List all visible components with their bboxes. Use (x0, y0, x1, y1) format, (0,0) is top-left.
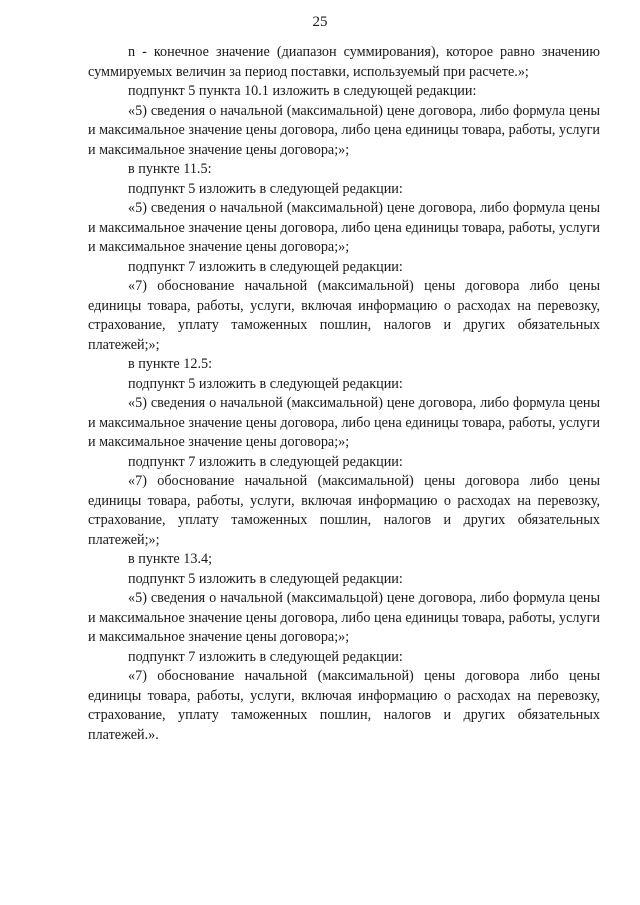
page-number: 25 (312, 14, 328, 30)
paragraph-clause-heading: в пункте 11.5: (128, 161, 212, 177)
document-body (88, 43, 600, 745)
paragraph-instruction: подпункт 7 изложить в следующей редакции: (128, 648, 403, 665)
paragraph-instruction: подпункт 5 изложить в следующей редакции: (128, 570, 403, 587)
paragraph-amendment-text: «7) обоснование начальной (максимальной) цены договора либо цены единицы товара, работы, услуги, включая информацию о расходах на перевозку, страхование, уплату таможенных пошлин, налогов и других обязательных платежей;»; (88, 278, 600, 353)
paragraph-instruction: подпункт 7 изложить в следующей редакции: (128, 453, 403, 470)
paragraph-amendment-text: «5) сведения о начальной (максимальной) цене договора, либо формула цены и максимальное значение цены договора, либо цена единицы товара, работы, услуги и максимальное значение цены договора;»; (88, 102, 600, 158)
paragraph-summation-note: n - конечное значение (диапазон суммирования), которое равно значению суммируемых величин за период поставки, используемый при расчете.»; (88, 44, 600, 80)
paragraph-instruction: подпункт 7 изложить в следующей редакции: (128, 258, 403, 275)
paragraph-amendment-text: «7) обоснование начальной (максимальной) цены договора либо цены единицы товара, работы, услуги, включая информацию о расходах на перевозку, страхование, уплату таможенных пошлин, налогов и других обязательных платежей.». (88, 668, 600, 743)
paragraph-clause-heading: в пункте 13.4; (128, 551, 213, 567)
paragraph-amendment-text: «5) сведения о начальной (максимальцой) цене договора, либо формула цены и максимальное значение цены договора, либо цена единицы товара, работы, услуги и максимальное значение цены договора;»; (88, 590, 600, 645)
paragraph-instruction: подпункт 5 изложить в следующей редакции: (128, 375, 403, 392)
paragraph-amendment-text: «7) обоснование начальной (максимальной) цены договора либо цены единицы товара, работы, услуги, включая информацию о расходах на перевозку, страхование, уплату таможенных пошлин, налогов и других обязательных платежей;»; (88, 473, 600, 548)
paragraph-clause-heading: в пункте 12.5: (128, 356, 213, 372)
paragraph-amendment-text: «5) сведения о начальной (максимальной) цене договора, либо формула цены и максимальное значение цены договора, либо цена единицы товара, работы, услуги и максимальное значение цены договора;»; (88, 200, 600, 255)
paragraph-amendment-text: «5) сведения о начальной (максимальной) цене договора, либо формула цены и максимальное значение цены договора, либо цена единицы товара, работы, услуги и максимальное значение цены договора;»; (88, 395, 600, 450)
paragraph-instruction: подпункт 5 изложить в следующей редакции: (128, 180, 403, 197)
paragraph-instruction: подпункт 5 пункта 10.1 изложить в следующей редакции: (128, 83, 477, 99)
